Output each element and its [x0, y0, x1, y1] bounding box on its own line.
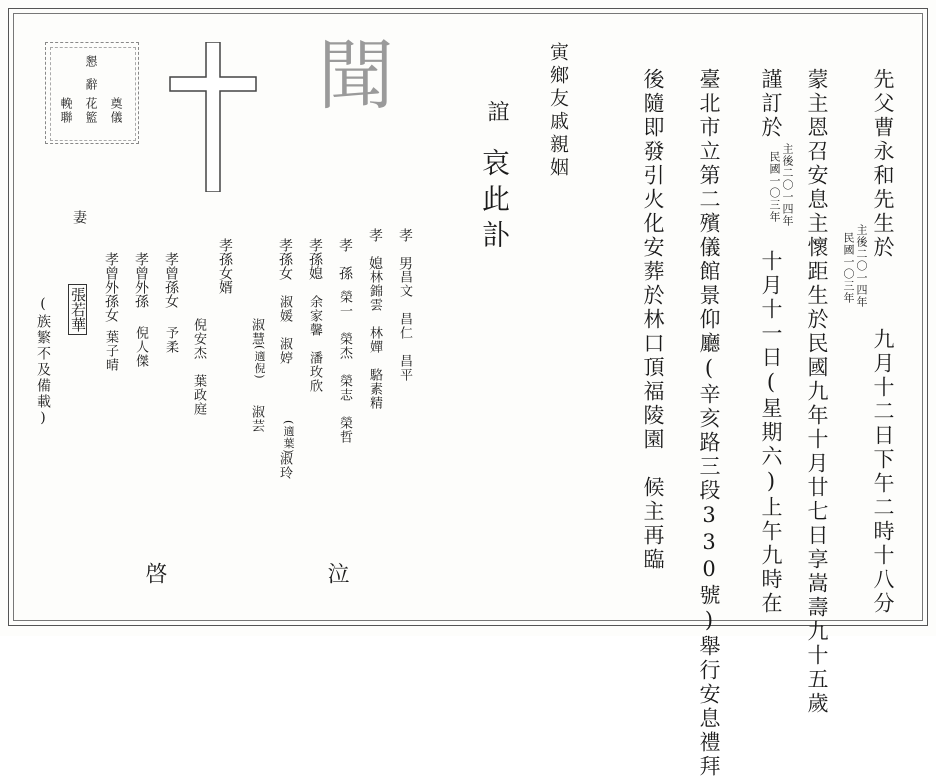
great-granddaughter-outside-name: 葉子晴 — [103, 330, 118, 372]
granddaughters-husbands-name-1: 倪安杰 葉政庭 — [191, 318, 206, 416]
granddaughters-names-3: 淑慧 — [249, 318, 264, 346]
grandsons-wives-label: 孝孫媳 — [307, 238, 323, 280]
service-date-ad: 主後二〇一四年 — [781, 143, 794, 227]
great-grandson-label: 孝曾外孫 — [133, 252, 149, 308]
granddaughters-names-1: 淑媛 淑婷 — [277, 295, 292, 365]
death-date-ad: 主後二〇一四年 — [855, 224, 868, 308]
service-date-roc: 民國一〇三年 — [768, 151, 781, 223]
courtesy-word: 誼 — [484, 100, 509, 122]
sons-label: 孝 男 — [397, 228, 413, 270]
granddaughters-label: 孝孫女 — [277, 238, 293, 280]
great-granddaughter-outside-label: 孝曾外孫女 — [103, 252, 119, 322]
family-note: (族繁不及備載) — [35, 296, 51, 428]
decline-word-1: 懇 — [84, 55, 98, 69]
daughters-in-law-label: 孝 媳 — [367, 228, 383, 270]
col-4-text: 謹訂於 — [759, 68, 783, 140]
great-grandson-name: 倪人傑 — [133, 326, 148, 368]
closing-phrase: 哀此訃 — [478, 148, 511, 256]
death-date-roc: 民國一〇三年 — [842, 232, 855, 304]
col-1-text: 先父曹永和先生於 — [871, 68, 895, 260]
decline-item-1: 奠儀 — [109, 97, 123, 125]
decline-item-3: 輓聯 — [59, 97, 73, 125]
decline-word-2: 辭 — [84, 78, 98, 92]
granddaughters-names-4: 淑芸 — [249, 405, 264, 433]
wife-name: 張若華 — [68, 284, 87, 335]
inner-border — [13, 13, 923, 621]
weep-word: 泣 — [324, 562, 349, 584]
col-5-text: 十月十一日(星期六)上午九時在 — [759, 250, 783, 616]
title-hear: 聞 — [318, 31, 394, 120]
grandsons-wives-names: 余家馨 潘玫欣 — [307, 295, 322, 393]
granddaughters-names-2: 淑玲 — [277, 452, 292, 480]
decline-item-2: 花籃 — [84, 97, 98, 125]
great-granddaughter-label: 孝曾孫女 — [163, 252, 179, 308]
col-2-text: 九月十二日下午二時十八分 — [871, 328, 895, 616]
daughters-in-law-names: 林錦雲 林嬋 駱素精 — [367, 270, 382, 410]
addressee: 寅鄉友戚親姻 — [547, 42, 569, 180]
grandsons-names: 榮一 榮杰 榮志 榮哲 — [337, 290, 352, 444]
sons-names: 昌文 昌仁 昌平 — [397, 270, 412, 382]
col-7-text: 後隨即發引火化安葬於林口頂福陵園 候主再臨 — [641, 68, 665, 572]
cross-icon — [168, 42, 258, 196]
wife-label: 妻 — [71, 210, 87, 224]
great-granddaughter-name: 予柔 — [163, 326, 178, 354]
grandsons-label: 孝 孫 — [337, 238, 353, 280]
announce-word: 啓 — [142, 562, 167, 584]
granddaughters-husbands-label: 孝孫女婿 — [217, 238, 233, 294]
granddaughters-note-3: (適倪) — [253, 345, 266, 380]
granddaughters-note-1: (適葉) — [282, 420, 295, 455]
col-6-text: 臺北市立第二殯儀館景仰廳(辛亥路三段330號)舉行安息禮拜 — [697, 68, 721, 779]
col-3-text: 蒙主恩召安息主懷距生於民國九年十月廿七日享嵩壽九十五歲 — [805, 68, 829, 716]
